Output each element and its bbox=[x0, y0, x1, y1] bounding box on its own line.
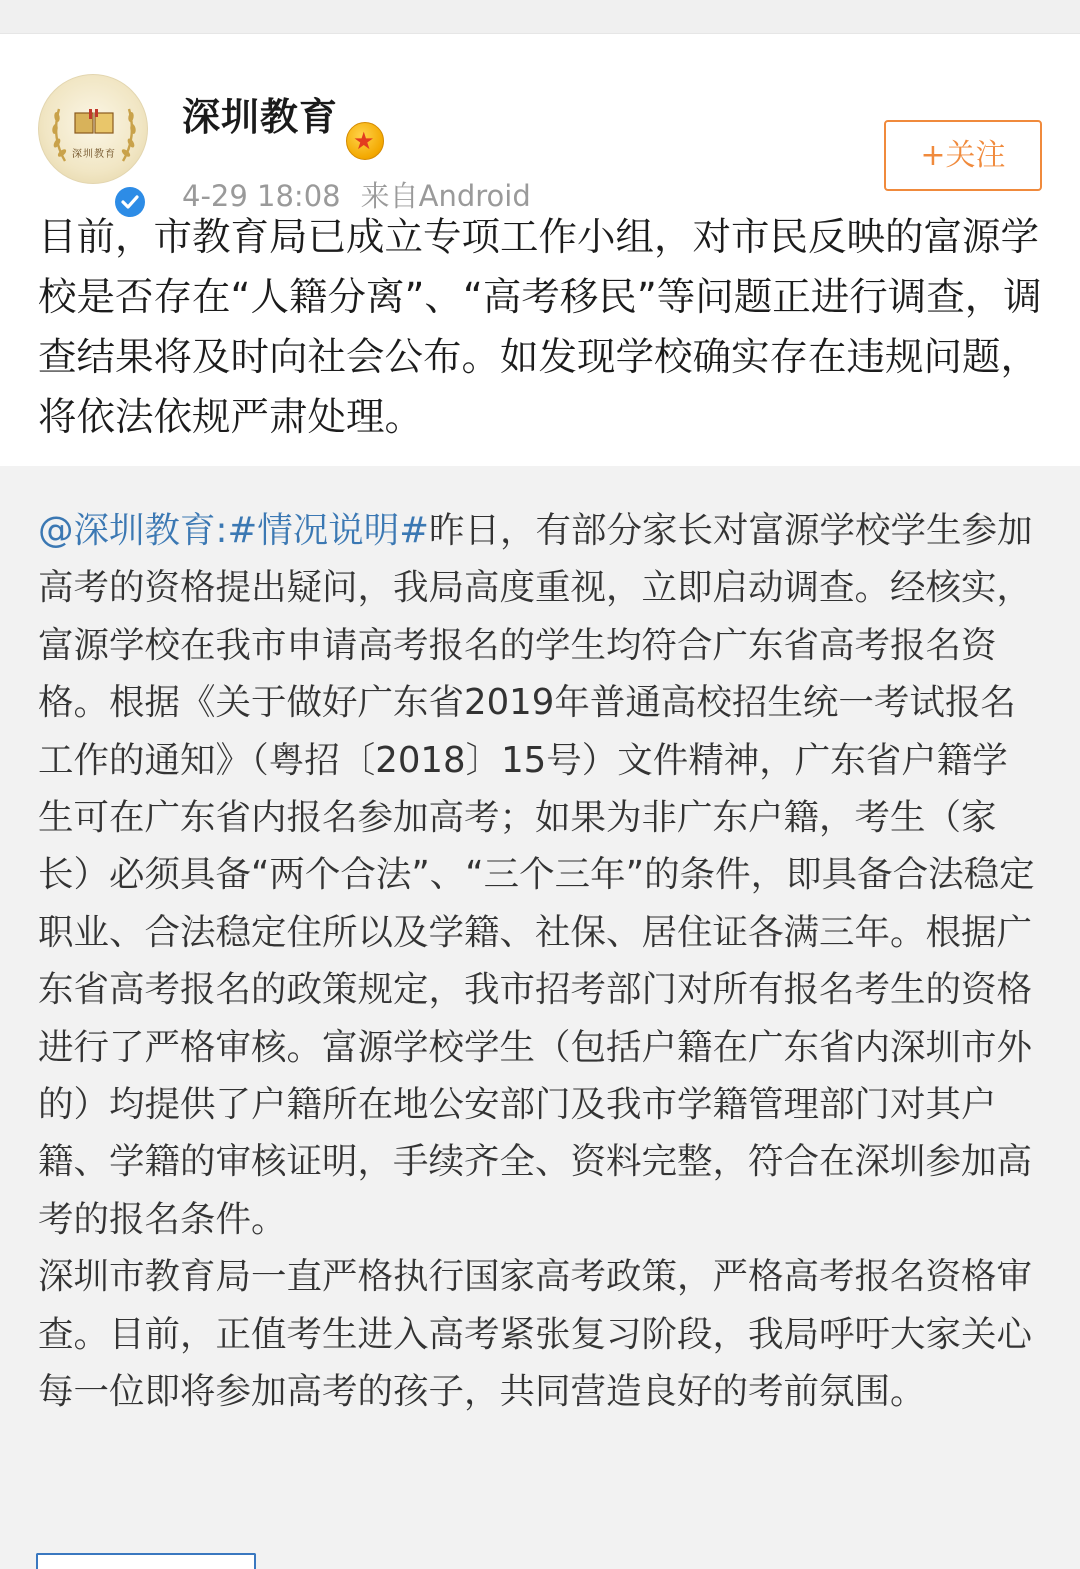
repost-paragraph-2: 深圳市教育局一直严格执行国家高考政策，严格高考报名资格审查。目前，正值考生进入高考紧张复习阶段，我局呼吁大家关心每一位即将参加高考的孩子，共同营造良好的考前氛围。 bbox=[38, 1256, 1033, 1413]
repost-paragraph-1 bbox=[38, 502, 1043, 1248]
avatar[interactable] bbox=[38, 74, 148, 184]
mention-colon: : bbox=[215, 510, 228, 551]
book-icon bbox=[73, 107, 115, 137]
post-text: 目前，市教育局已成立专项工作小组，对市民反映的富源学校是否存在“人籍分离”、“高考移民”等问题正进行调查，调查结果将及时向社会公布。如发现学校确实存在违规问题，将依法依规严肃处理。 bbox=[38, 215, 1042, 440]
repost-card[interactable] bbox=[0, 466, 1080, 1569]
account-name[interactable]: 深圳教育 bbox=[182, 95, 339, 139]
top-strip bbox=[0, 0, 1080, 34]
post-time: 4-29 18:08 bbox=[182, 179, 341, 213]
hashtag-link[interactable]: #情况说明# bbox=[227, 510, 429, 551]
gold-star-badge-icon: ★ bbox=[346, 122, 384, 160]
follow-button[interactable]: +关注 bbox=[884, 120, 1042, 191]
post-source: 来自Android bbox=[360, 179, 531, 213]
repost-body-1: 昨日，有部分家长对富源学校学生参加高考的资格提出疑问，我局高度重视，立即启动调查。经核实，富源学校在我市申请高考报名的学生均符合广东省高考报名资格。根据《关于做好广东省2019年普通高校招生统一考试报名工作的通知》（粤招〔2018〕15号）文件精神，广东省户籍学生可在广东省内报名参加高考；如果为非广东户籍，考生（家长）必须具备“两个合法”、“三个三年”的条件，即具备合法稳定职业、合法稳定住所以及学籍、社保、居住证各满三年。根据广东省高考报名的政策规定，我市招考部门对所有报名考生的资格进行了严格审核。富源学校学生（包括户籍在广东省内深圳市外的）均提供了户籍所在地公安部门及我市学籍管理部门对其户籍、学籍的审核证明，手续齐全、资料完整，符合在深圳参加高考的报名条件。 bbox=[38, 510, 1035, 1240]
repost-text bbox=[38, 502, 1043, 1421]
mention-link[interactable]: @深圳教育 bbox=[38, 510, 216, 551]
post-header bbox=[0, 34, 1080, 213]
avatar-text: 深圳教育 bbox=[72, 149, 116, 160]
bottom-tab-indicator[interactable] bbox=[36, 1553, 256, 1569]
